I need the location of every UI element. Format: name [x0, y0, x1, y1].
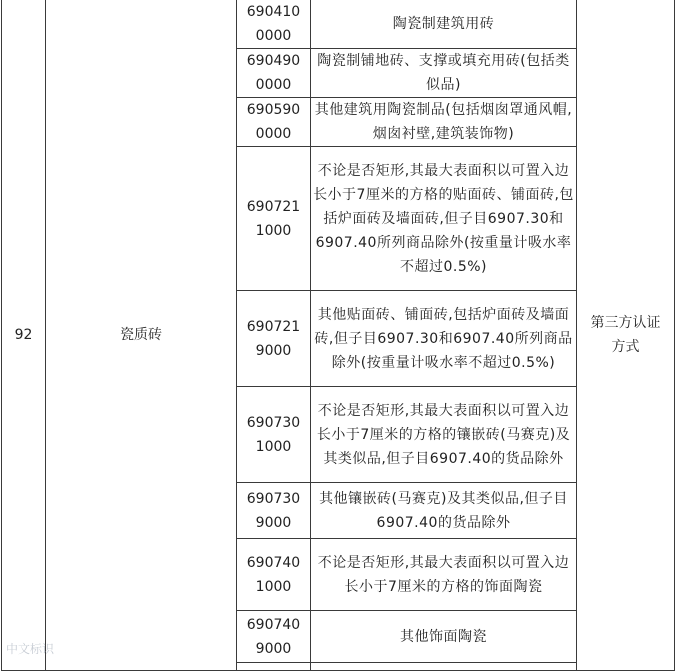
product-name: 瓷质砖: [46, 0, 237, 671]
table-row: [2, 0, 675, 49]
hs-code: 690490 0000: [237, 49, 311, 98]
hs-code: 690410 0000: [237, 0, 311, 49]
hs-code: 690730 9000: [237, 483, 311, 539]
item-description: 不论是否矩形,其最大表面积以可置入边长小于7厘米的方格的贴面砖、铺面砖,包括炉面砖及墙面砖,但子目6907.30和6907.40所列商品除外(按重量计吸水率不超过0.5%): [311, 147, 577, 291]
certification-method: 第三方认证方式: [577, 0, 675, 671]
row-number: 92: [2, 0, 46, 671]
hs-code: 690740 1000: [237, 539, 311, 611]
hs-code: 690730 1000: [237, 387, 311, 483]
item-description: 其他饰面陶瓷: [311, 611, 577, 663]
item-description: 不论是否矩形,其最大表面积以可置入边长小于7厘米的方格的饰面陶瓷: [311, 539, 577, 611]
item-description: 陶瓷制建筑用砖: [311, 0, 577, 49]
watermark: 中文标识: [6, 642, 55, 656]
hs-code: 690740 9000: [237, 611, 311, 663]
item-description: 其他镶嵌砖(马赛克)及其类似品,但子目6907.40的货品除外: [311, 483, 577, 539]
ccc-product-table: [1, 0, 675, 671]
item-description: 陶瓷制铺地砖、支撑或填充用砖(包括类似品): [311, 49, 577, 98]
hs-code: 690721 9000: [237, 291, 311, 387]
item-description: 不论是否矩形,其最大表面积以可置入边长小于7厘米的方格的镶嵌砖(马赛克)及其类似品,但子目6907.40的货品除外: [311, 387, 577, 483]
hs-code: 690721 1000: [237, 147, 311, 291]
hs-code: 690590 0000: [237, 98, 311, 147]
item-description: 其他贴面砖、铺面砖,包括炉面砖及墙面砖,但子目6907.30和6907.40所列商品除外(按重量计吸水率不超过0.5%): [311, 291, 577, 387]
item-description: 其他建筑用陶瓷制品(包括烟囱罩通风帽,烟囱衬壁,建筑装饰物): [311, 98, 577, 147]
